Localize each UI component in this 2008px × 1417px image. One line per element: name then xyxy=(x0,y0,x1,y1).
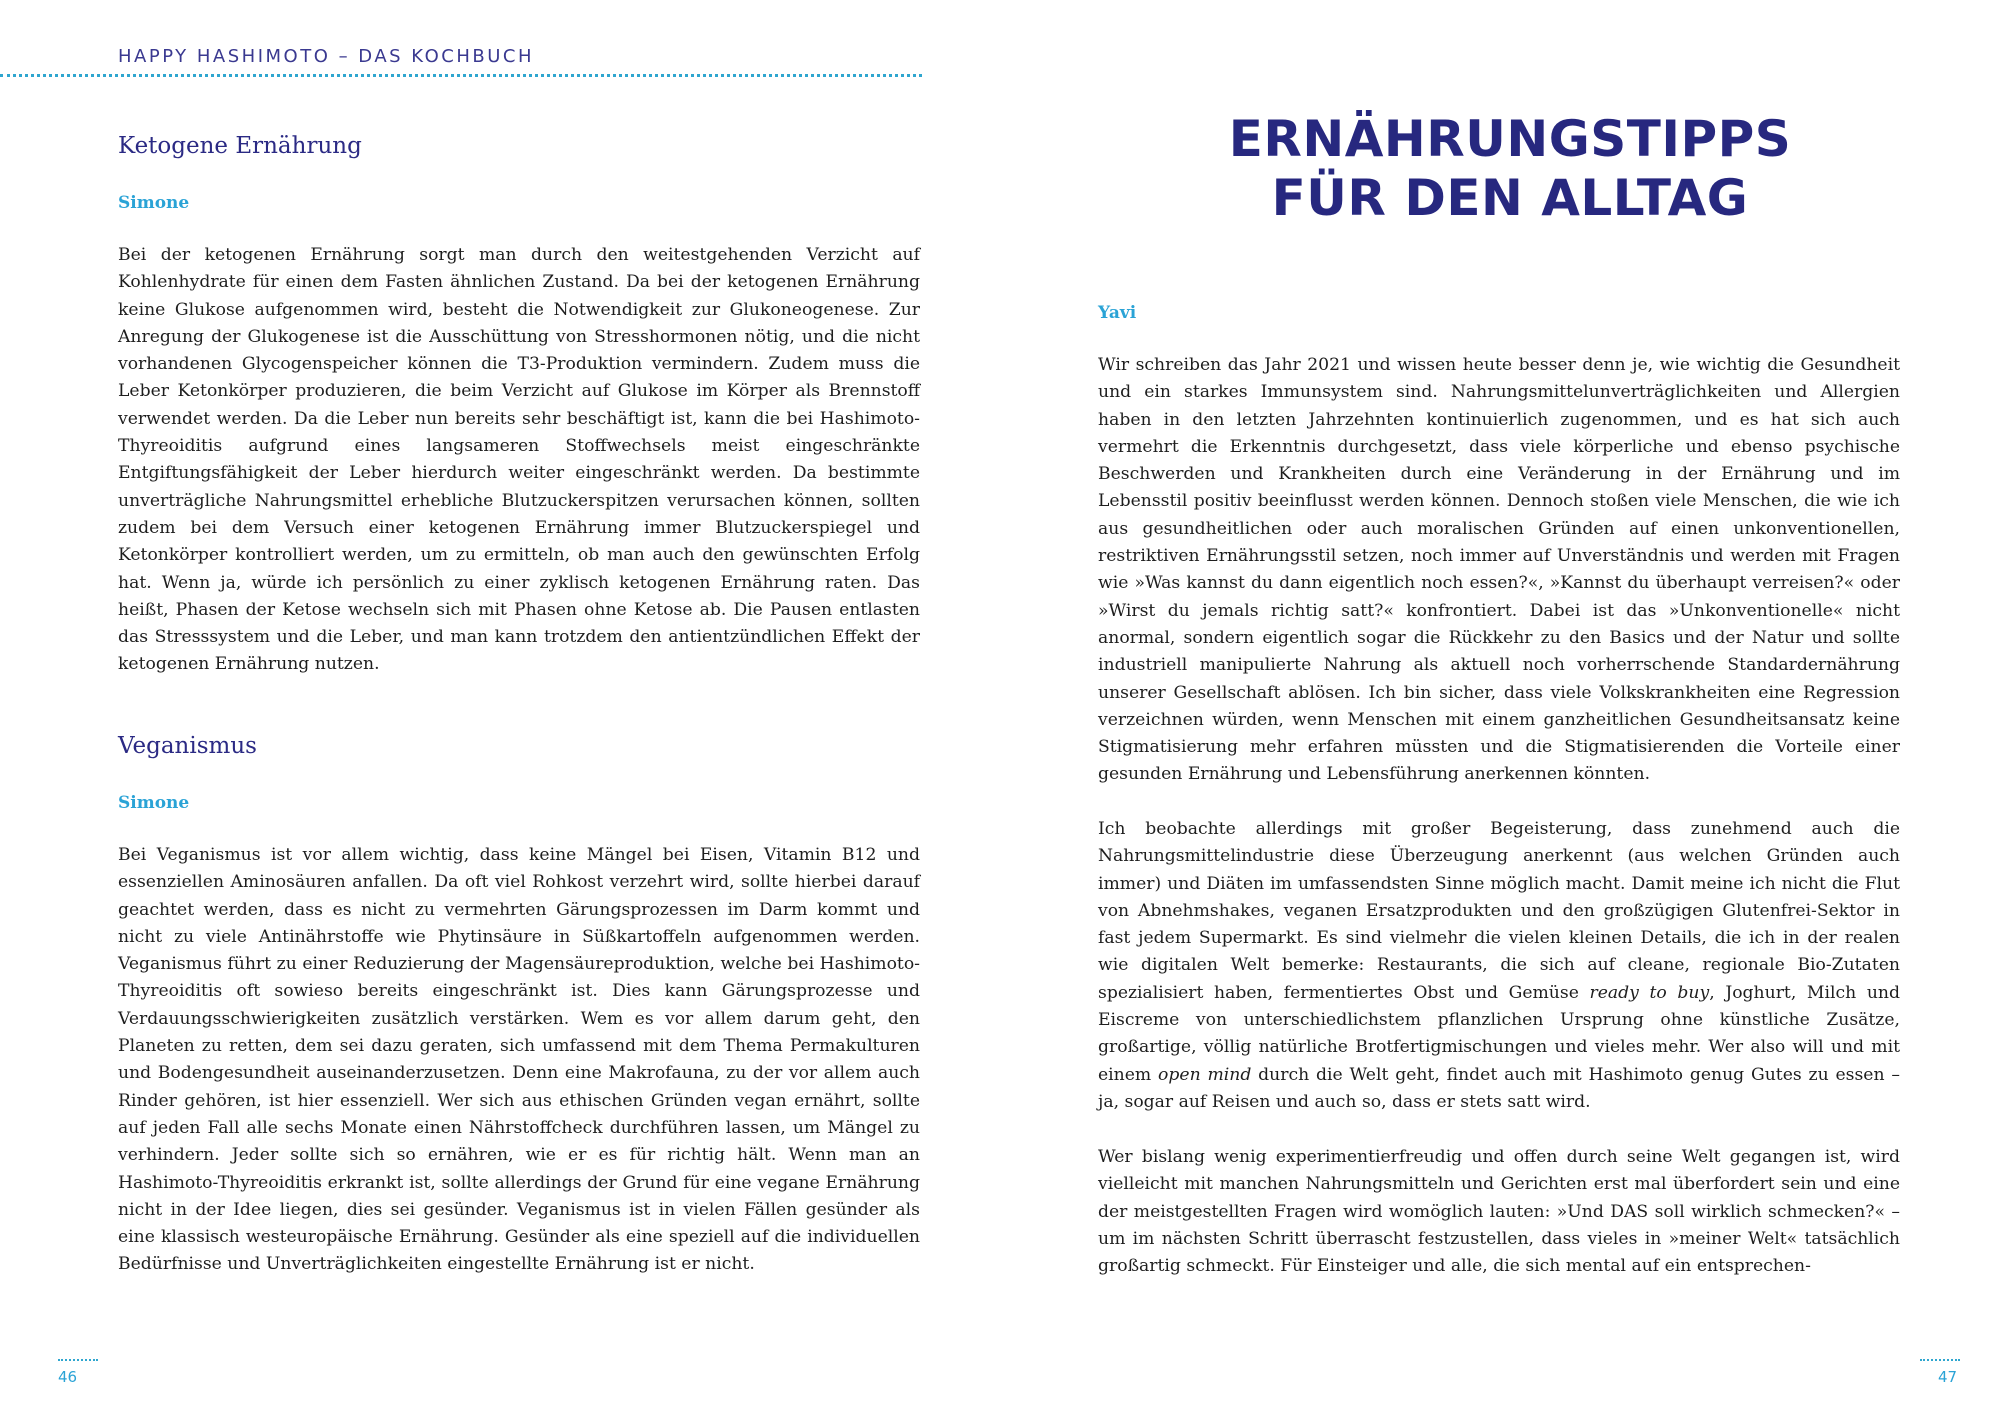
paragraph-text: Ich beobachte allerdings mit großer Begeisterung, dass zunehmend auch die Nahrungsmittelindustrie diese Überzeugung anerkennt (aus welchen Gründen auch immer) und Diäten im umfassendsten Sinne möglich macht. Damit meine ich nicht die Flut von Abnehmshakes, veganen Ersatzprodukten und den großzügigen Glutenfrei-Sektor in fast jedem Supermarkt. Es sind vielmehr die vielen kleinen Details, die ich in der realen wie digitalen Welt bemerke: Restaurants, die sich auf cleane, regionale Bio-Zutaten spezialisiert haben, fermentiertes Obst und Gemüse xyxy=(1098,819,1900,1003)
paragraph-text: , Joghurt, Milch und Eiscreme von unterschiedlichstem pflanzlichen Ursprung ohne künstliche Zusätze, großartige, völlig natürliche Brotfertigmischungen und vieles mehr. Wer also will und mit einem xyxy=(1098,982,1901,1085)
italic-phrase: ready to buy xyxy=(1589,982,1710,1003)
section-body-ketogene: Bei der ketogenen Ernährung sorgt man durch den weitestgehenden Verzicht auf Kohlenhydrate für einen dem Fasten ähnlichen Zustand. Da bei der ketogenen Ernährung keine Glukose aufgenommen wird, besteht die Notwendigkeit zur Glukoneogenese. Zur Anregung der Glukogenese ist die Ausschüttung von Stresshormonen nötig, und die nicht vorhandenen Glycogenspeicher können die T3-Produktion vermindern. Zudem muss die Leber Ketonkörper produzieren, die beim Verzicht auf Glukose im Körper als Brennstoff verwendet werden. Da die Leber nun bereits sehr beschäftigt ist, kann die bei Hashimoto-Thyreoiditis aufgrund eines langsameren Stoffwechsels meist eingeschränkte Entgiftungsfähigkeit der Leber hierdurch weiter eingeschränkt werden. Da bestimmte unverträgliche Nahrungsmittel erhebliche Blutzuckerspitzen verursachen können, sollten zudem bei dem Versuch einer ketogenen Ernährung immer Blutzuckerspiegel und Ketonkörper kontrolliert werden, um zu ermitteln, ob man auch den gewünschten Erfolg hat. Wenn ja, würde ich persönlich zu einer zyklisch ketogenen Ernährung raten. Das heißt, Phasen der Ketose wechseln sich mit Phasen ohne Ketose ab. Die Pausen entlasten das Stresssystem und die Leber, und man kann trotzdem den antientzündlichen Effekt der ketogenen Ernährung nutzen. xyxy=(118,245,920,675)
running-head: HAPPY HASHIMOTO – DAS KOCHBUCH xyxy=(118,46,535,67)
section-author: Simone xyxy=(118,193,190,213)
section-body-veganismus: Bei Veganismus ist vor allem wichtig, dass keine Mängel bei Eisen, Vitamin B12 und essenziellen Aminosäuren anfallen. Da oft viel Rohkost verzehrt wird, sollte hierbei darauf geachtet werden, dass es nicht zu vermehrten Gärungsprozessen im Darm kommt und nicht zu viele Antinährstoffe wie Phytinsäure in Süßkartoffeln aufgenommen werden. Veganismus führt zu einer Reduzierung der Magensäureproduktion, welche bei Hashimoto-Thyreoiditis oft sowieso bereits eingeschränkt ist. Dies kann Gärungsprozesse und Verdauungsschwierigkeiten zusätzlich verstärken. Wem es vor allem darum geht, den Planeten zu retten, dem sei dazu geraten, sich umfassend mit dem Thema Permakulturen und Bodengesundheit auseinanderzusetzen. Denn eine Makrofauna, zu der vor allem auch Rinder gehören, ist hier essenziell. Wer sich aus ethischen Gründen vegan ernährt, sollte auf jeden Fall alle sechs Monate einen Nährstoffcheck durchführen lassen, um Mängel zu verhindern. Jeder sollte sich so ernähren, wie er es für richtig hält. Wenn man an Hashimoto-Thyreoiditis erkrankt ist, sollte allerdings der Grund für eine vegane Ernährung nicht in der Idee liegen, dies sei gesünder. Veganismus ist in vielen Fällen gesünder als eine klassisch westeuropäische Ernährung. Gesünder als eine speziell auf die individuellen Bedürfnisse und Unverträglichkeiten eingestellte Ernährung ist er nicht. xyxy=(118,845,920,1275)
chapter-title-line: FÜR DEN ALLTAG xyxy=(1271,169,1749,227)
folio-dots xyxy=(1920,1359,1960,1361)
section-title-ketogene: Ketogene Ernährung xyxy=(118,133,362,159)
header-dotted-rule xyxy=(0,74,922,77)
page-number: 47 xyxy=(1938,1368,1958,1386)
folio-dots xyxy=(58,1359,98,1361)
section-author: Yavi xyxy=(1098,303,1137,323)
body-paragraph: Wer bislang wenig experimentierfreudig und offen durch seine Welt gegangen ist, wird vielleicht mit manchen Nahrungsmitteln und Gerichten erst mal überfordert sein und eine der meistgestellten Fragen wird womöglich lauten: »Und DAS soll wirklich schmecken?« – um im nächsten Schritt überrascht festzustellen, dass vieles in »meiner Welt« tatsächlich großartig schmeckt. Für Einsteiger und alle, die sich mental auf ein entsprechen- xyxy=(1098,1147,1900,1277)
chapter-title xyxy=(1180,110,1840,228)
page-number: 46 xyxy=(58,1368,78,1386)
italic-phrase: open mind xyxy=(1158,1064,1252,1085)
paragraph-text: durch die Welt geht, findet auch mit Hashimoto genug Gutes zu essen – ja, sogar auf Reisen und auch so, dass er stets satt wird. xyxy=(1098,1064,1900,1112)
body-paragraph: Wir schreiben das Jahr 2021 und wissen heute besser denn je, wie wichtig die Gesundheit und ein starkes Immunsystem sind. Nahrungsmittelunverträglichkeiten und Allergien haben in den letzten Jahrzehnten kontinuierlich zugenommen, und es hat sich auch vermehrt die Erkenntnis durchgesetzt, dass viele körperliche und ebenso psychische Beschwerden und Krankheiten durch eine Veränderung in der Ernährung und im Lebensstil positiv beeinflusst werden können. Dennoch stoßen viele Menschen, die wie ich aus gesundheitlichen oder auch moralischen Gründen auf einen unkonventionellen, restriktiven Ernährungsstil setzen, noch immer auf Unverständnis und werden mit Fragen wie »Was kannst du dann eigentlich noch essen?«, »Kannst du überhaupt verreisen?« oder »Wirst du jemals richtig satt?« konfrontiert. Dabei ist das »Unkonventionelle« nicht anormal, sondern eigentlich sogar die Rückkehr zu den Basics und der Natur und sollte industriell manipulierte Nahrung als aktuell noch vorherrschende Standardernährung unserer Gesellschaft ablösen. Ich bin sicher, dass viele Volkskrankheiten eine Regression verzeichnen würden, wenn Menschen mit einem ganzheitlichen Gesundheitsansatz keine Stigmatisierung mehr erfahren müssten und die Stigmatisierenden die Vorteile einer gesunden Ernährung und Lebensführung anerkennen könnten. xyxy=(1098,355,1900,785)
section-title-veganismus: Veganismus xyxy=(118,733,257,759)
chapter-title-line: ERNÄHRUNGSTIPPS xyxy=(1228,110,1792,168)
section-author: Simone xyxy=(118,793,190,813)
body-paragraph xyxy=(1098,816,1900,1116)
